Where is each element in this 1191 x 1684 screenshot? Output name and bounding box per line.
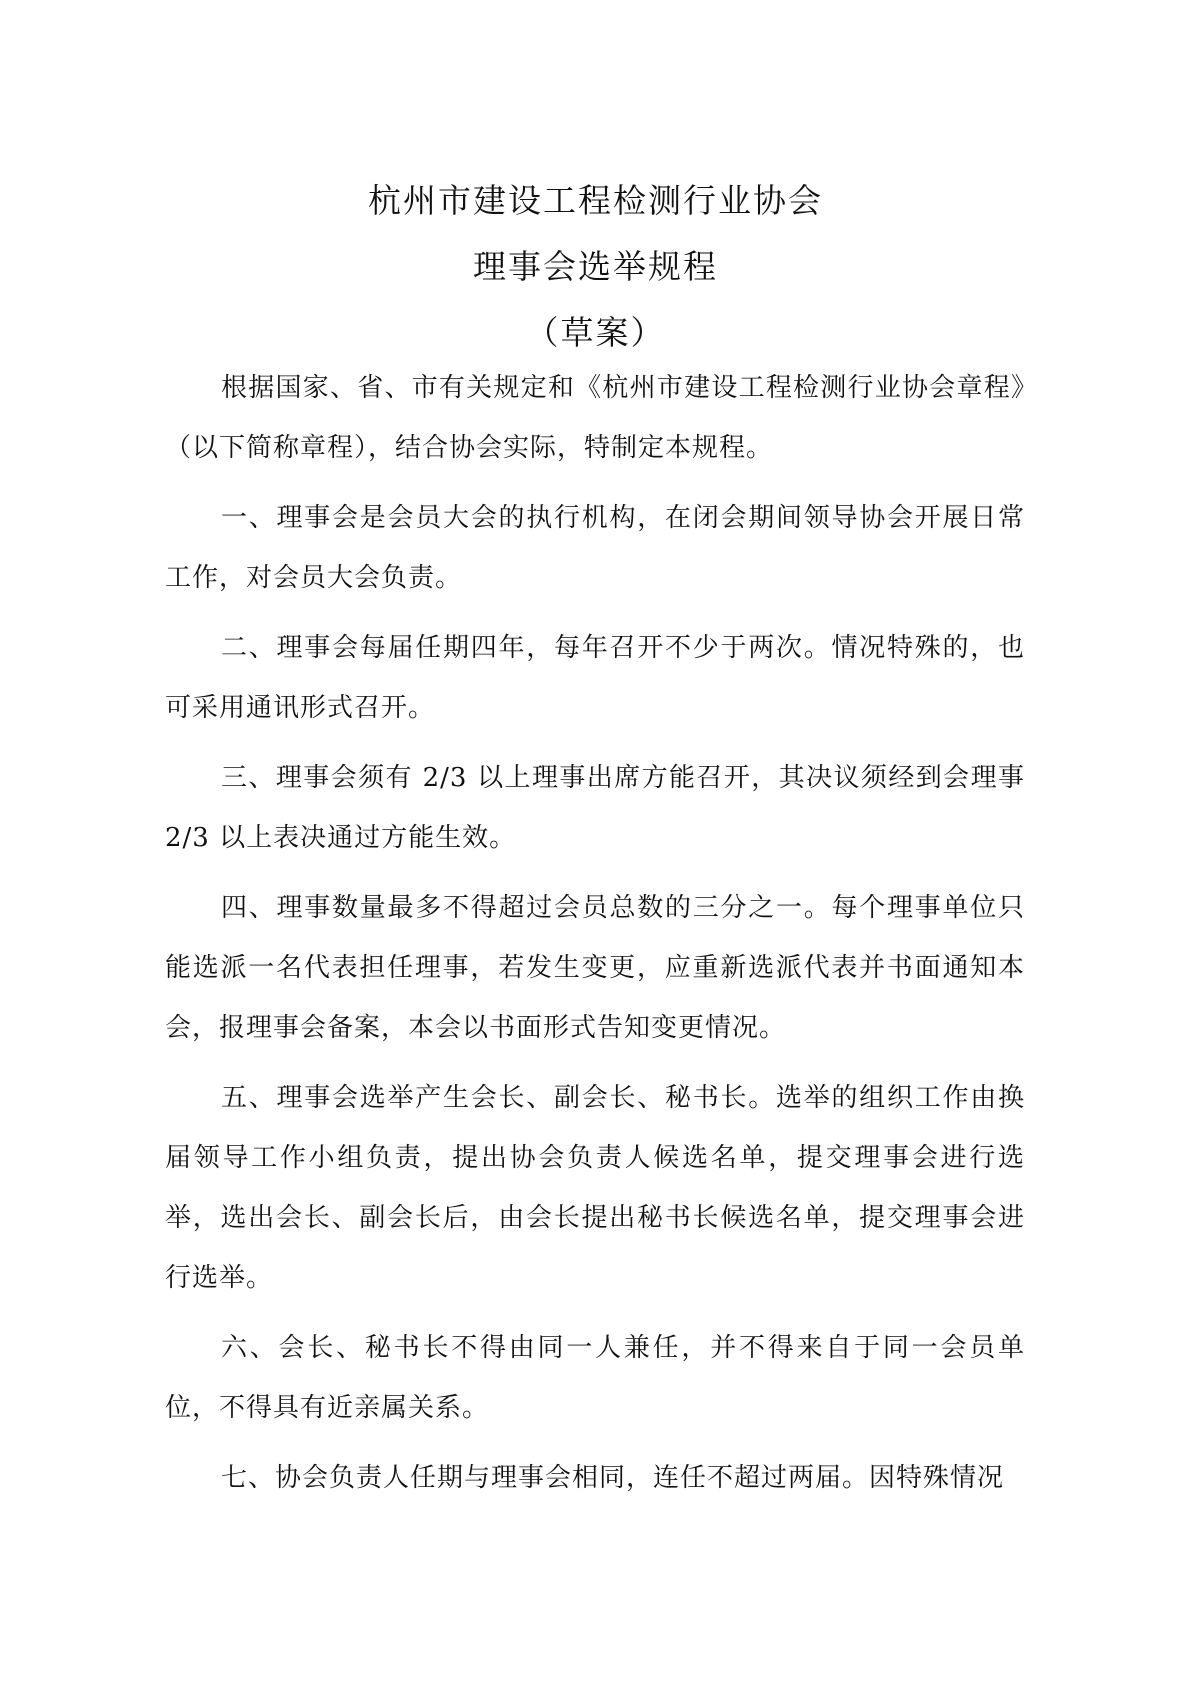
paragraph-article-2: 二、理事会每届任期四年，每年召开不少于两次。情况特殊的，也可采用通讯形式召开。 bbox=[165, 633, 1025, 723]
title-organization: 杭州市建设工程检测行业协会 bbox=[368, 181, 823, 220]
paragraph-article-4: 四、理事数量最多不得超过会员总数的三分之一。每个理事单位只能选派一名代表担任理事，若发生变更，应重新选派代表并书面通知本会，报理事会备案，本会以书面形式告知变更情况。 bbox=[165, 893, 1025, 1043]
document-title bbox=[0, 168, 1191, 366]
title-regulation: 理事会选举规程 bbox=[473, 247, 718, 286]
paragraph-article-1: 一、理事会是会员大会的执行机构，在闭会期间领导协会开展日常工作，对会员大会负责。 bbox=[165, 503, 1025, 593]
title-draft-label: （草案） bbox=[525, 313, 666, 352]
paragraph-article-3: 三、理事会须有 2/3 以上理事出席方能召开，其决议须经到会理事 2/3 以上表决通过方能生效。 bbox=[165, 763, 1025, 853]
paragraph-article-7: 七、协会负责人任期与理事会相同，连任不超过两届。因特殊情况 bbox=[221, 1463, 1005, 1493]
paragraph-article-5: 五、理事会选举产生会长、副会长、秘书长。选举的组织工作由换届领导工作小组负责，提出协会负责人候选名单，提交理事会进行选举，选出会长、副会长后，由会长提出秘书长候选名单，提交理事会进行选举。 bbox=[165, 1083, 1025, 1293]
paragraph-article-6: 六、会长、秘书长不得由同一人兼任，并不得来自于同一会员单位，不得具有近亲属关系。 bbox=[165, 1333, 1025, 1423]
paragraph-preamble: 根据国家、省、市有关规定和《杭州市建设工程检测行业协会章程》（以下简称章程），结合协会实际，特制定本规程。 bbox=[165, 373, 1025, 463]
document-body bbox=[165, 358, 1025, 1518]
